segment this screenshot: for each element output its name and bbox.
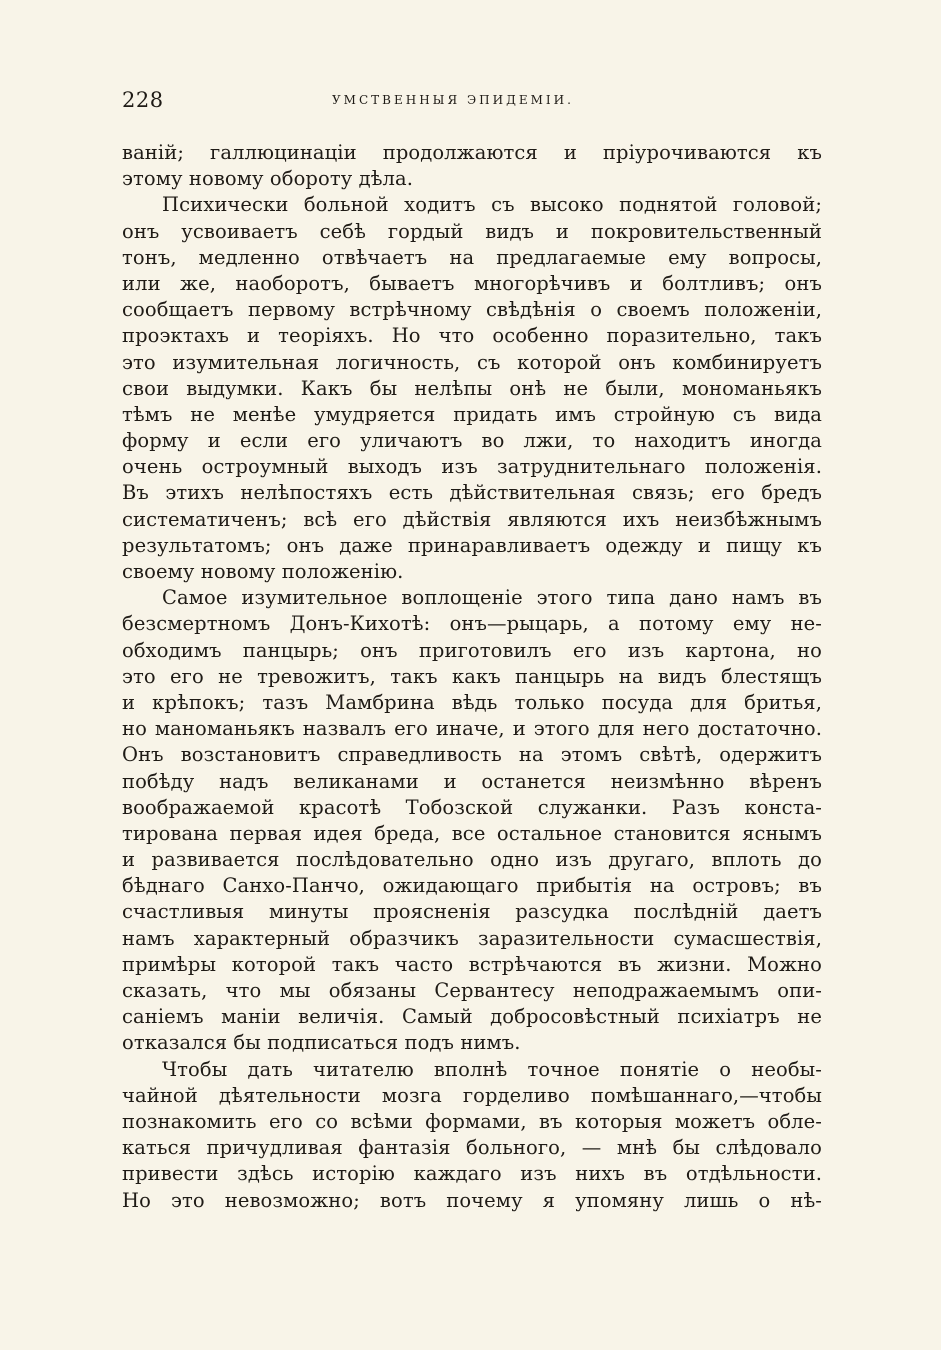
text-line: и развивается послѣдовательно одно изъ другаго, вплоть до [122,848,822,872]
running-title: УМСТВЕННЫЯ ЭПИДЕМІИ. [332,93,574,107]
text-line: это изумительная логичность, съ которой онъ комбинируетъ [122,350,822,374]
text-line: это его не тревожитъ, такъ какъ панцырь на видъ блестящъ [122,664,822,688]
text-line: систематиченъ; всѣ его дѣйствія являются ихъ неизбѣжнымъ [122,507,822,531]
text-line: чайной дѣятельности мозга горделиво помѣшаннаго,—чтобы [122,1083,822,1107]
text-line: примѣры которой такъ часто встрѣчаются въ жизни. Можно [122,952,822,976]
text-line: ваній; галлюцинаціи продолжаются и пріурочиваются къ [122,141,822,164]
text-line: Психически больной ходитъ съ высоко поднятой головой; [162,193,822,217]
text-line: бѣднаго Санхо-Панчо, ожидающаго прибытія на островъ; въ [122,874,822,898]
text-line: Но это невозможно; вотъ почему я упомяну лишь о нѣ- [122,1188,822,1212]
text-line: свои выдумки. Какъ бы нелѣпы онѣ не были, мономаньякъ [122,376,822,400]
text-line: побѣду надъ великанами и останется неизмѣнно вѣренъ [122,769,822,793]
text-line: этому новому обороту дѣла. [122,167,414,191]
text-line: форму и если его уличаютъ во лжи, то находитъ иногда [122,429,822,453]
body-text [122,140,822,1214]
page-number: 228 [122,88,164,112]
text-line: Самое изумительное воплощеніе этого типа дано намъ въ [162,586,822,610]
text-line: обходимъ панцырь; онъ приготовилъ его изъ картона, но [122,638,822,662]
text-line: отказался бы подписаться подъ нимъ. [122,1031,521,1055]
text-line: тирована первая идея бреда, все остальное становится яснымъ [122,821,822,845]
text-line: или же, наоборотъ, бываетъ многорѣчивъ и болтливъ; онъ [122,271,822,295]
text-line: познакомить его со всѣми формами, въ которыя можетъ обле- [122,1109,822,1133]
text-line: очень остроумный выходъ изъ затруднительнаго положенія. [122,455,822,479]
text-line: привести здѣсь исторію каждаго изъ нихъ въ отдѣльности. [122,1162,822,1186]
text-line: намъ характерный образчикъ заразительности сумасшествія, [122,926,822,950]
text-line: счастливыя минуты проясненія разсудка послѣдній даетъ [122,900,822,924]
text-line: результатомъ; онъ даже принаравливаетъ одежду и пищу къ [122,533,822,557]
text-line: тонъ, медленно отвѣчаетъ на предлагаемые ему вопросы, [122,245,822,269]
text-line: воображаемой красотѣ Тобозской служанки. Разъ конста- [122,795,822,819]
text-line: каться причудливая фантазія больного, — мнѣ бы слѣдовало [122,1136,822,1160]
page-header [122,88,822,120]
text-line: саніемъ маніи величія. Самый добросовѣстный психіатръ не [122,1005,822,1029]
text-line: Въ этихъ нелѣпостяхъ есть дѣйствительная связь; его бредъ [122,481,822,505]
text-line: Онъ возстановитъ справедливость на этомъ свѣтѣ, одержитъ [122,743,822,767]
text-line: своему новому положенію. [122,560,404,583]
text-line: и крѣпокъ; тазъ Мамбрина вѣдь только посуда для бритья, [122,690,822,714]
text-line: безсмертномъ Донъ-Кихотѣ: онъ—рыцарь, а потому ему не- [122,612,822,636]
text-line: Чтобы дать читателю вполнѣ точное понятіе о необы- [162,1057,822,1081]
text-line: сказать, что мы обязаны Сервантесу неподражаемымъ опи- [122,979,822,1002]
text-line: но маноманьякъ назвалъ его иначе, и этого для него достаточно. [122,717,822,741]
text-line: тѣмъ не менѣе умудряется придать имъ стройную съ вида [122,402,822,426]
text-line: сообщаетъ первому встрѣчному свѣдѣнія о своемъ положеніи, [122,298,822,322]
text-line: онъ усвоиваетъ себѣ гордый видъ и покровительственный [122,219,822,243]
text-line: проэктахъ и теоріяхъ. Но что особенно поразительно, такъ [122,324,822,348]
